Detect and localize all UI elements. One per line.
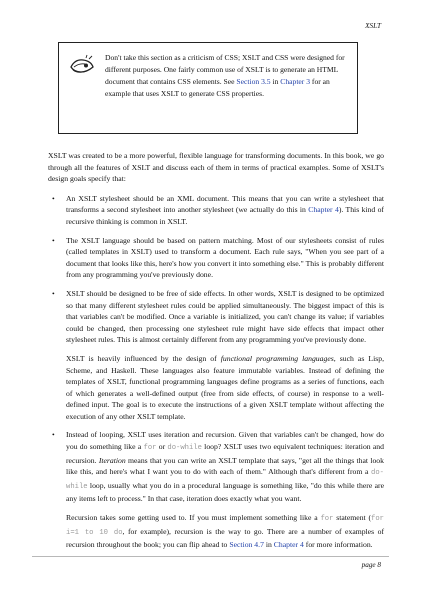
list-item: • The XSLT language should be based on pattern matching. Most of our stylesheets consist of rules (called templates in XSLT) used to transform a document. Each rule says, "When you see part of a document that looks like this, here's how you convert it into something else." This is probably different from any programming you've previously done.: [52, 235, 384, 280]
link-chapter-3[interactable]: Chapter 3: [280, 77, 311, 86]
running-header: XSLT: [365, 22, 381, 30]
list-item: • Instead of looping, XSLT uses iteration and recursion. Given that variables can't be changed, how do you do something like a for or do-while loop? XSLT uses two equivalent techniques: iteration and recursion. Iteration means that you can write an XSLT template that says, "get all the things that look like this, and here's what I want you to do with each of them." Although that's different from a do-while loop, usually what you do in a procedural language is something like, "do this while there are any items left to process." In that case, iteration does exactly what you want. Recursion takes some getting used to. If you must implement something like a for statement (for i=1 to 10 do, for example), recursion is the way to go. There are a number of examples of recursion throughout the book; you can flip ahead to Section 4.7 in Chapter 4 for more information.: [52, 430, 385, 550]
footer-divider: [32, 556, 389, 557]
list-item: • XSLT should be designed to be free of side effects. In other words, XSLT is designed to be optimized so that many different stylesheet rules could be applied simultaneously. The biggest impact of this is that variables can't be modified. Once a variable is initialized, you can't change its value; if variables could be changed, then processing one stylesheet rule might have side effects that impact other stylesheet rules. This is almost certainly different from any programming you've previously done. XSLT is heavily influenced by the design of functional programming languages, such as Lisp, Scheme, and Haskell. These languages also feature immutable variables. Instead of defining the templates of XSLT, functional programming languages define programs as a series of functions, each of which generates a well-defined output (free from side effects, of course) in response to a well-defined input. The goal is to execute the instructions of a given XSLT template without affecting the execution of any other XSLT template.: [52, 288, 385, 421]
code-do-while: do-while: [66, 469, 384, 491]
link-chapter-4[interactable]: Chapter 4: [308, 205, 339, 215]
code-do-while: do-while: [167, 444, 202, 453]
code-for-loop: for i=1 to 10 do: [66, 515, 384, 537]
owl-note-icon: [69, 53, 95, 75]
code-for: for: [320, 515, 334, 524]
design-goals-list: [48, 193, 384, 551]
link-section-3-5[interactable]: Section 3.5: [236, 77, 271, 86]
bullet: •: [52, 193, 55, 203]
bullet: •: [52, 235, 55, 245]
bullet: •: [52, 430, 55, 440]
code-for: for: [143, 444, 157, 453]
main-content: [48, 150, 384, 558]
note-text: Don't take this section as a criticism of CSS; XSLT and CSS were designed for different purposes. One fairly common use of XSLT is to generate an HTML document that contains CSS elements. See Section 3.5 in Chapter 3 for an example that uses XSLT to generate CSS properties.: [105, 53, 345, 98]
link-section-4-7[interactable]: Section 4.7: [229, 540, 264, 550]
intro-paragraph: XSLT was created to be a more powerful, flexible language for transforming documents. In this book, we go through all the features of XSLT and discuss each of them in terms of practical examples. Some of XSLT's design goals specify that:: [48, 151, 384, 184]
link-chapter-4[interactable]: Chapter 4: [273, 540, 304, 550]
bullet: •: [52, 288, 55, 298]
list-item: • An XSLT stylesheet should be an XML document. This means that you can write a stylesheet that transforms a second stylesheet into another stylesheet (we actually do this in Chapter 4). This kind of recursive thinking is common in XSLT.: [52, 193, 384, 226]
note-box: [58, 42, 358, 134]
page-number: page 8: [361, 561, 381, 569]
